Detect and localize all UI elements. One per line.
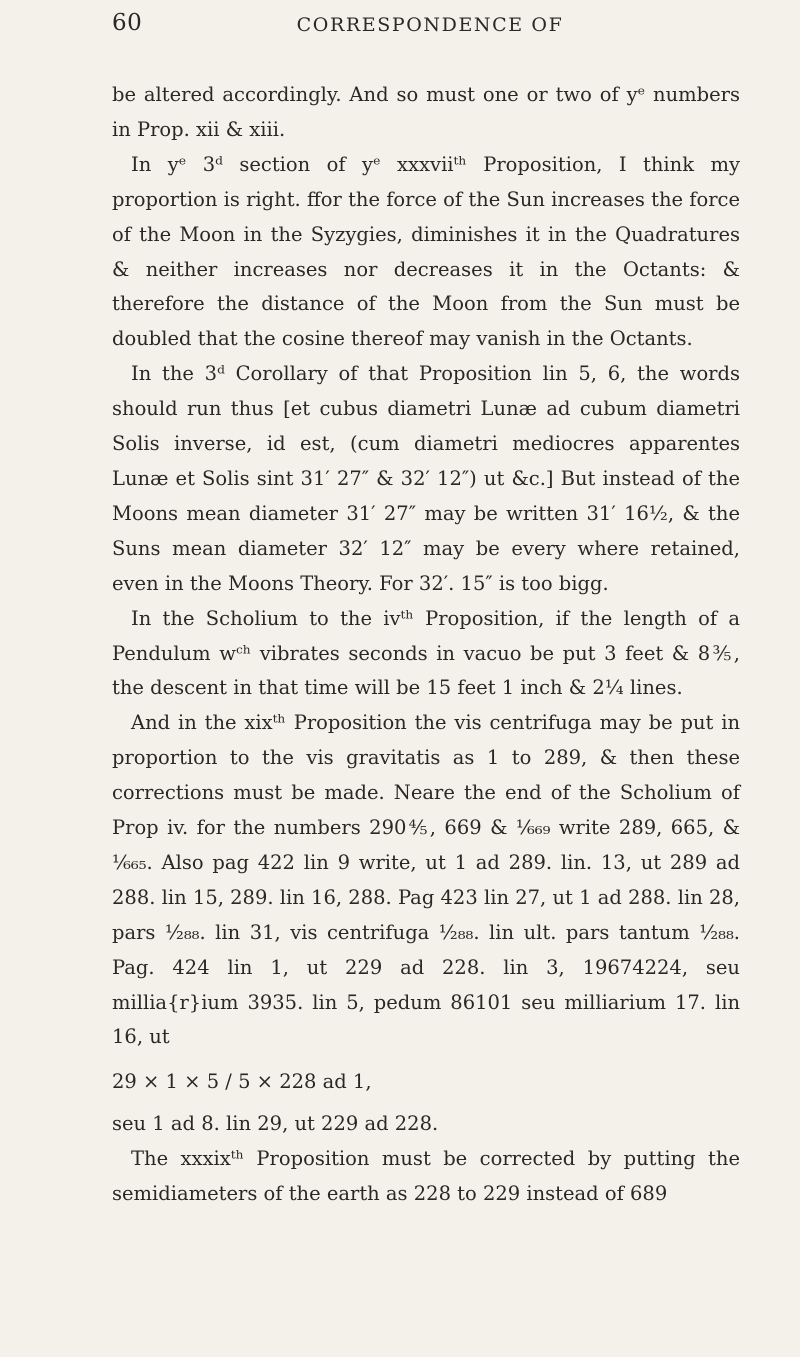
paragraph: And in the xixᵗʰ Proposition the vis centrifuga may be put in proportion to the vis gravitatis as 1 to 289, & then these corrections must be made. Neare the end of the Scholium of Prop iv. for the numbers 290⅘, 669 & ¹⁄₆₆₉ write 289, 665, & ¹⁄₆₆₅. Also pag 422 lin 9 write, ut 1 ad 289. lin. 13, ut 289 ad 288. lin 15, 289. lin 16, 288. Pag 423 lin 27, ut 1 ad 288. lin 28, pars ¹⁄₂₈₈. lin 31, vis centrifuga ¹⁄₂₈₈. lin ult. pars tantum ¹⁄₂₈₈. Pag. 424 lin 1, ut 229 ad 228. lin 3, 19674224, seu millia{r}ium 3935. lin 5, pedum 86101 seu milliarium 17. lin 16, ut — [112, 711, 740, 1049]
paragraph: In the Scholium to the ivᵗʰ Proposition, if the length of a Pendulum wᶜʰ vibrates seconds in vacuo be put 3 feet & 8⅗, the descent in that time will be 15 feet 1 inch & 2¼ lines. — [112, 606, 740, 700]
fraction-line: 29 × 1 × 5 / 5 × 228 ad 1, — [112, 1070, 372, 1094]
running-title: CORRESPONDENCE OF — [296, 14, 564, 36]
body-text — [112, 78, 740, 1212]
paragraph: In the 3ᵈ Corollary of that Proposition lin 5, 6, the words should run thus [et cubus diametri Lunæ ad cubum diametri Solis inverse, id est, (cum diametri mediocres apparentes Lunæ et Solis sint 31′ 27″ & 32′ 12″) ut &c.] But instead of the Moons mean diameter 31′ 27″ may be written 31′ 16½, & the Suns mean diameter 32′ 12″ may be every where retained, even in the Moons Theory. For 32′. 15″ is too bigg. — [112, 362, 740, 595]
paragraph: be altered accordingly. And so must one or two of yᵉ numbers in Prop. xii & xiii. — [112, 83, 740, 141]
paragraph: The xxxixᵗʰ Proposition must be corrected by putting the semidiameters of the earth as 228 to 229 instead of 689 — [112, 1147, 740, 1206]
page-header — [0, 10, 800, 50]
paragraph: seu 1 ad 8. lin 29, ut 229 ad 228. — [112, 1112, 439, 1136]
paragraph: In yᵉ 3ᵈ section of yᵉ xxxviiᵗʰ Proposition, I think my proportion is right. ffor the force of the Sun increases the force of the Moon in the Syzygies, diminishes it in the Quadratures & neither increases nor decreases it in the Octants: & therefore the distance of the Moon from the Sun must be doubled that the cosine thereof may vanish in the Octants. — [112, 152, 740, 351]
page-number: 60 — [112, 10, 143, 36]
